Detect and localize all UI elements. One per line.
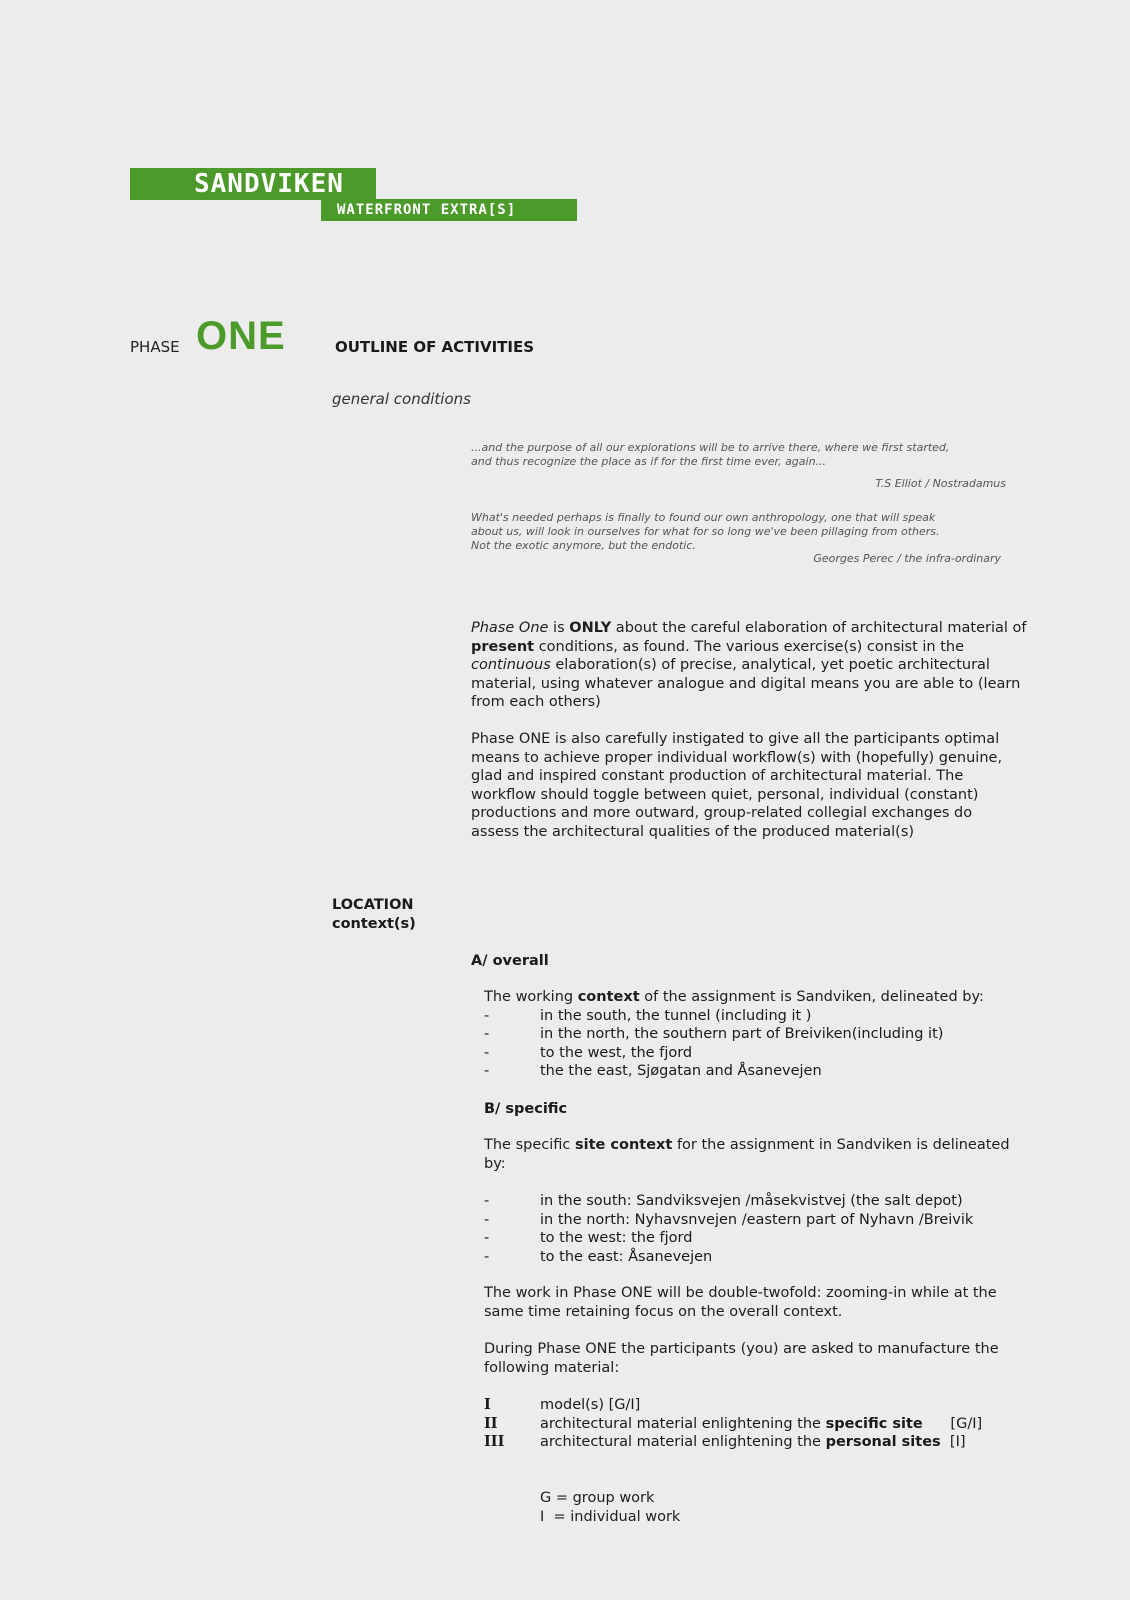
quote-attribution: T.S Elliot / Nostradamus [875, 477, 1006, 490]
during-paragraph: During Phase ONE the participants (you) are asked to manufacture the following material: [484, 1341, 999, 1376]
text: about the careful elaboration of architectural material of [611, 620, 1027, 636]
bold-text: present [471, 638, 535, 655]
overall-intro [484, 988, 1044, 1007]
legend-individual: I = individual work [540, 1508, 681, 1525]
text: The working [484, 989, 578, 1005]
emph-text: Phase One [471, 620, 549, 636]
bullet-dash: - [484, 1248, 490, 1265]
phase-label: PHASE [130, 338, 180, 356]
quote-line: ...and the purpose of all our explorations will be to arrive there, where we first started, [471, 441, 950, 454]
quote-block-2 [471, 511, 1001, 565]
location-subtitle: context(s) [332, 915, 416, 932]
bold-text: specific site [825, 1415, 923, 1432]
list-item [484, 1211, 1044, 1230]
location-heading [332, 896, 416, 933]
text: elaboration(s) of precise, analytical, yet poetic architectural material, using whatever analogue and digital means you are able to (learn from each others) [471, 657, 1021, 711]
list-item-text: in the north, the southern part of Breiviken(including it) [540, 1026, 944, 1043]
logo-subtitle: WATERFRONT EXTRA[S] [321, 199, 577, 221]
legend [540, 1489, 680, 1526]
list-item-text: in the north: Nyhavsnvejen /eastern part of Nyhavn /Breivik [540, 1211, 974, 1228]
overall-block [484, 988, 1044, 1081]
text: architectural material enlightening the [540, 1415, 826, 1432]
overall-heading: A/ overall [471, 953, 549, 969]
text: is [548, 620, 570, 636]
emph-text: continuous [471, 657, 551, 674]
material-item [484, 1396, 1044, 1415]
bullet-dash: - [484, 1044, 490, 1061]
list-item [484, 1229, 1044, 1248]
bullet-dash: - [484, 1230, 490, 1247]
quote-line: What's needed perhaps is finally to found our own anthropology, one that will speak [471, 511, 936, 524]
bullet-dash: - [484, 1193, 490, 1209]
material-item [484, 1415, 1044, 1434]
list-item [484, 1248, 1044, 1267]
material-text [540, 1415, 982, 1434]
text: The specific [484, 1137, 575, 1153]
bold-text: site context [574, 1137, 673, 1153]
materials-list [484, 1396, 1044, 1452]
legend-group: G = group work [540, 1490, 655, 1506]
list-item-text: to the west, the fjord [540, 1044, 693, 1061]
list-item [484, 1192, 1044, 1211]
list-item-text: in the south, the tunnel (including it ) [540, 1007, 812, 1024]
specific-intro [484, 1136, 1019, 1173]
text: conditions, as found. The various exercise(s) consist in the [534, 638, 965, 655]
text: [I] [940, 1434, 966, 1451]
list-item [484, 1007, 1044, 1026]
specific-block [484, 1136, 1019, 1173]
list-item [484, 1025, 1044, 1044]
text: architectural material enlightening the [540, 1434, 826, 1451]
quote-line: Not the exotic anymore, but the endotic. [471, 539, 696, 552]
specific-heading: B/ specific [484, 1101, 568, 1117]
logo-title: SANDVIKEN [130, 168, 376, 200]
list-item-text: to the east: Åsanevejen [540, 1248, 713, 1265]
phase-number: ONE [196, 314, 286, 358]
quote-line: and thus recognize the place as if for the first time ever, again... [471, 455, 827, 468]
material-text [540, 1433, 966, 1452]
roman-numeral: I [484, 1396, 491, 1413]
specific-list [484, 1192, 1044, 1266]
bullet-dash: - [484, 1211, 490, 1228]
text: model(s) [G/I] [540, 1397, 641, 1413]
roman-numeral: III [484, 1433, 505, 1451]
bullet-dash: - [484, 1063, 490, 1080]
workflow-paragraph: Phase ONE is also carefully instigated to give all the participants optimal means to achieve proper individual workflow(s) with (hopefully) genuine, glad and inspired constant production of architectural material. The workflow should toggle between quiet, personal, individual (constant) productions and more outward, group-related collegial exchanges do assess the architectural qualities of the produced material(s) [471, 731, 1003, 840]
bold-text: personal sites [825, 1434, 941, 1451]
text: of the assignment is Sandviken, delineated by: [639, 989, 984, 1005]
material-text [540, 1396, 640, 1415]
bullet-dash: - [484, 1026, 490, 1043]
work-paragraph: The work in Phase ONE will be double-twofold: zooming-in while at the same time retaining focus on the overall context. [484, 1285, 997, 1320]
list-item-text: to the west: the fjord [540, 1230, 693, 1247]
material-item [484, 1433, 1044, 1452]
list-item [484, 1044, 1044, 1063]
section-title: OUTLINE OF ACTIVITIES [335, 338, 535, 356]
intro-paragraph [471, 619, 1031, 712]
bold-text: ONLY [569, 620, 612, 636]
list-item [484, 1062, 1044, 1081]
quote-attribution: Georges Perec / the infra-ordinary [813, 552, 1001, 565]
location-title: LOCATION [332, 897, 414, 913]
list-item-text: in the south: Sandviksvejen /måsekvistvej (the salt depot) [540, 1193, 963, 1209]
roman-numeral: II [484, 1414, 498, 1432]
quote-block-1 [471, 441, 1006, 490]
text: [G/I] [922, 1415, 983, 1432]
bold-text: context [577, 989, 640, 1005]
text: for the assignment in Sandviken is delineated by: [484, 1137, 1010, 1172]
list-item-text: the the east, Sjøgatan and Åsanevejen [540, 1063, 822, 1080]
quote-line: about us, will look in ourselves for what for so long we've been pillaging from others. [471, 525, 940, 538]
subsection-title: general conditions [332, 390, 471, 408]
bullet-dash: - [484, 1007, 490, 1024]
